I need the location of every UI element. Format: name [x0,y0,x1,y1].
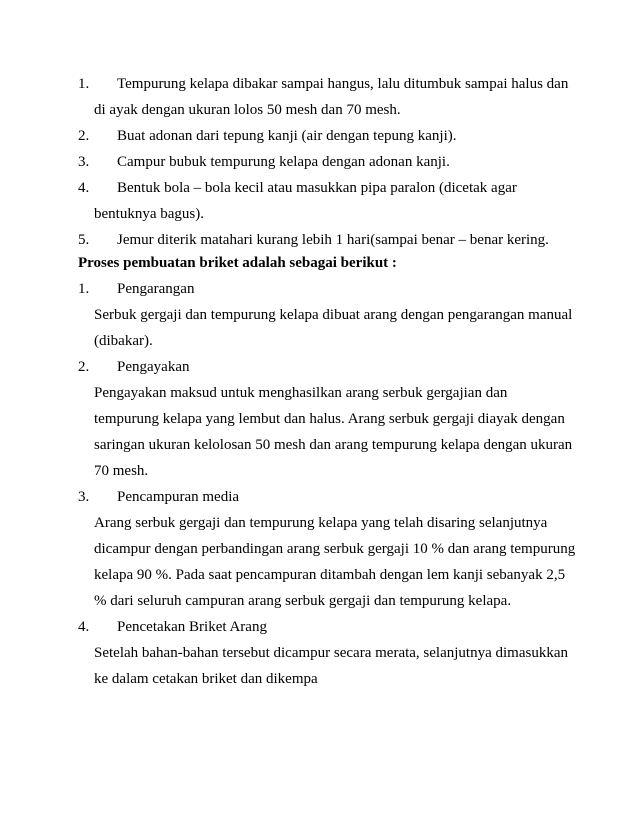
list2-title: Pengarangan [117,281,195,297]
list2-body-line: Arang serbuk gergaji dan tempurung kelapa yang telah disaring selanjutnya [94,515,548,531]
list1-text: Bentuk bola – bola kecil atau masukkan pipa paralon (dicetak agar [117,180,517,196]
list2-body-line: % dari seluruh campuran arang serbuk gergaji dan tempurung kelapa. [94,593,512,609]
list2-body-line: Serbuk gergaji dan tempurung kelapa dibuat arang dengan pengarangan manual [94,307,573,323]
section-heading: Proses pembuatan briket adalah sebagai berikut : [78,255,397,271]
list2-number: 2. [78,359,90,375]
list1-number: 2. [78,128,90,144]
list1-number: 5. [78,232,90,248]
list2-body-line: Setelah bahan-bahan tersebut dicampur secara merata, selanjutnya dimasukkan [94,645,568,661]
list2-title: Pencetakan Briket Arang [117,619,267,635]
list1-text: Buat adonan dari tepung kanji (air dengan tepung kanji). [117,128,457,144]
list2-body-line: ke dalam cetakan briket dan dikempa [94,671,318,687]
list2-number: 3. [78,489,90,505]
list2-title: Pencampuran media [117,489,240,505]
list2-body-line: Pengayakan maksud untuk menghasilkan arang serbuk gergajian dan [94,385,508,401]
list1-number: 4. [78,180,90,196]
list1-text: Tempurung kelapa dibakar sampai hangus, lalu ditumbuk sampai halus dan [117,76,569,92]
list2-title: Pengayakan [117,359,190,375]
list2-body-line: kelapa 90 %. Pada saat pencampuran ditambah dengan lem kanji sebanyak 2,5 [94,567,566,583]
list1-text: Jemur diterik matahari kurang lebih 1 hari(sampai benar – benar kering. [117,232,549,248]
list1-number: 1. [78,76,90,92]
list2-body-line: dicampur dengan perbandingan arang serbuk gergaji 10 % dan arang tempurung [94,541,576,557]
list1-text: di ayak dengan ukuran lolos 50 mesh dan 70 mesh. [94,102,401,118]
list1-text: Campur bubuk tempurung kelapa dengan adonan kanji. [117,154,450,170]
list1-text: bentuknya bagus). [94,206,204,222]
list2-body-line: (dibakar). [94,333,153,349]
list2-number: 1. [78,281,90,297]
list2-body-line: 70 mesh. [94,463,149,479]
list2-body-line: saringan ukuran kelolosan 50 mesh dan arang tempurung kelapa dengan ukuran [94,437,573,453]
list1-number: 3. [78,154,90,170]
list2-body-line: tempurung kelapa yang lembut dan halus. Arang serbuk gergaji diayak dengan [94,411,565,427]
list2-number: 4. [78,619,90,635]
